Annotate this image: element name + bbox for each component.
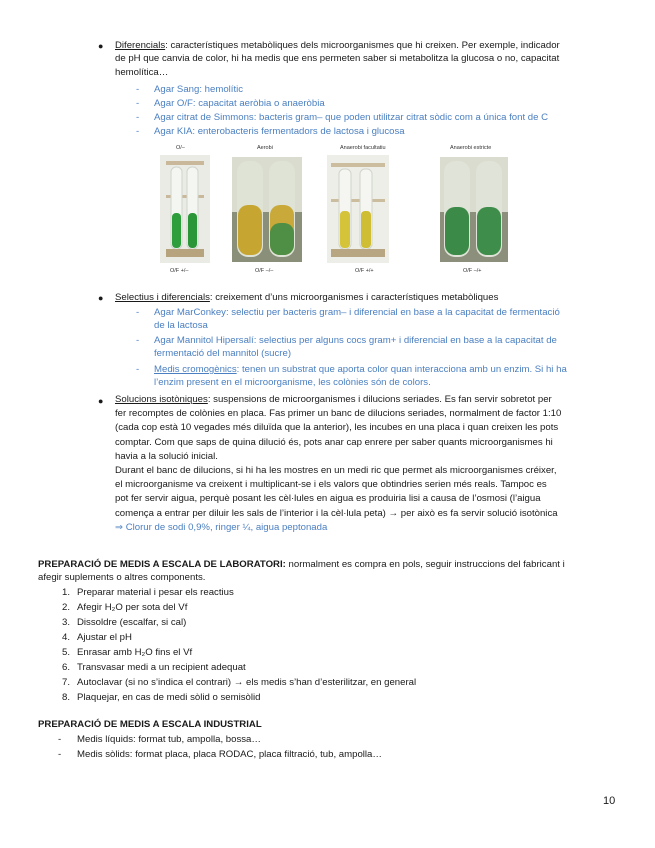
term-cromogenics: Medis cromogènics <box>154 364 237 375</box>
step: Afegir H₂O per sota del Vf <box>77 602 188 613</box>
page-number: 10 <box>603 795 616 807</box>
list-item: Agar KIA: enterobacteris fermentadors de lactosa i glucosa <box>154 126 405 137</box>
diferencials-paragraph: Diferencials: característiques metabòliques dels microorganismes que hi creixen. Per exemple, indicador de pH que canvia de color, hi ha medis que ens permeten saber si metabolitza la glucosa o no, capacitat hemolítica… <box>115 40 560 78</box>
photo-label-bottom: O/F –/– <box>255 268 274 274</box>
isotonic-solutions-line: ⇒ Clorur de sodi 0,9%, ringer ¼, aigua peptonada <box>115 521 328 533</box>
list-item: Medis sòlids: format placa, placa RODAC, placa filtració, tub, ampolla… <box>77 749 382 760</box>
photo-label-top: O/– <box>176 145 185 151</box>
photo-label-top: Anaerobi estricte <box>450 145 492 151</box>
term-diferencials: Diferencials <box>115 40 166 51</box>
step: Transvasar medi a un recipient adequat <box>77 662 246 673</box>
bullet-isotoniques: ● <box>98 396 104 406</box>
list-item: Agar O/F: capacitat aeròbia o anaeròbia <box>154 98 325 109</box>
isotoniques-paragraph: Solucions isotòniques: suspensions de microorganismes i dilucions seriades. Es fan servir sobretot per fer recomptes de colònies en placa. Fas primer un banc de dilucions seriades, normalment de factor 1:10 (cada cop està 10 vegades més diluïda que la anterior), les incubes en una placa i quan creixen les pots comptar. Com que saps de quina dilució és, pots anar cap enrere per saber quants microorganismes hi havia a la solució inicial. Durant el banc de dilucions, si hi ha les mostres en un medi ric que permet als microorganismes créixer, el microorganisme va creixent i multiplicant-se i els valors que obtindries serien més reals. Tampoc es pot fer servir aigua, perquè posant les cèl·lules en aigua es produiria lisi a causa de l’osmosi (l’aigua comença a entrar per diluir les sals de l’interior i la cèl·lula peta) → per això es fa servir solució isotònica ⇒ Clorur de sodi 0,9%, ringer ¼, aigua peptonada <box>115 394 562 533</box>
list-item: Agar Mannitol Hipersalí: selectius per alguns cocs gram+ i diferencial en base a la capacitat de fermentació del mannitol (sucre) <box>154 335 557 360</box>
step: Plaquejar, en cas de medi sòlid o semisòlid <box>77 692 261 703</box>
tube-photo-2 <box>232 157 302 262</box>
term-isotoniques: Solucions isotòniques <box>115 394 208 405</box>
tube-photo-1 <box>160 155 210 263</box>
tube-photo-4 <box>440 157 508 262</box>
list-item: Medis cromogènics: tenen un substrat que aporta color quan interacciona amb un enzim. Si hi ha l’enzim present en el microorganisme, les colònies són de colors. <box>154 364 567 389</box>
bullet-diferencials: ● <box>98 41 104 51</box>
photo-label-top: Anaerobi facultatiu <box>340 145 386 151</box>
step: Dissoldre (escalfar, si cal) <box>77 617 187 628</box>
list-item: Agar citrat de Simmons: bacteris gram– que poden utilitzar citrat sòdic com a única font de C <box>154 112 549 123</box>
photo-label-bottom: O/F +/– <box>170 268 189 274</box>
list-item: Medis líquids: format tub, ampolla, bossa… <box>77 734 261 745</box>
list-item: Agar MarConkey: selectiu per bacteris gram– i diferencial en base a la capacitat de fermentació de la lactosa <box>154 307 560 332</box>
step: Enrasar amb H₂O fins el Vf <box>77 647 193 658</box>
list-item: Agar Sang: hemolític <box>154 84 244 95</box>
photo-label-top: Aerobi <box>257 145 273 151</box>
tube-photo-3 <box>327 155 389 263</box>
lab-intro: PREPARACIÓ DE MEDIS A ESCALA DE LABORATORI: normalment es compra en pols, seguir instruccions del fabricant i afegir suplements o altres components. <box>38 559 565 584</box>
bullet-selectius: ● <box>98 293 104 303</box>
step: Preparar material i pesar els reactius <box>77 587 234 598</box>
term-selectius: Selectius i diferencials <box>115 292 210 303</box>
step: Ajustar el pH <box>77 632 132 643</box>
photo-label-bottom: O/F +/+ <box>355 268 374 274</box>
photo-label-bottom: O/F –/+ <box>463 268 482 274</box>
step: Autoclavar (si no s’indica el contrari) → els medis s’han d’esterilitzar, en general <box>77 677 417 688</box>
industrial-heading: PREPARACIÓ DE MEDIS A ESCALA INDUSTRIAL <box>38 719 262 730</box>
selectius-heading: Selectius i diferencials: creixement d’uns microorganismes i característiques metabòliques <box>115 292 499 303</box>
lab-heading: PREPARACIÓ DE MEDIS A ESCALA DE LABORATORI: <box>38 559 286 570</box>
